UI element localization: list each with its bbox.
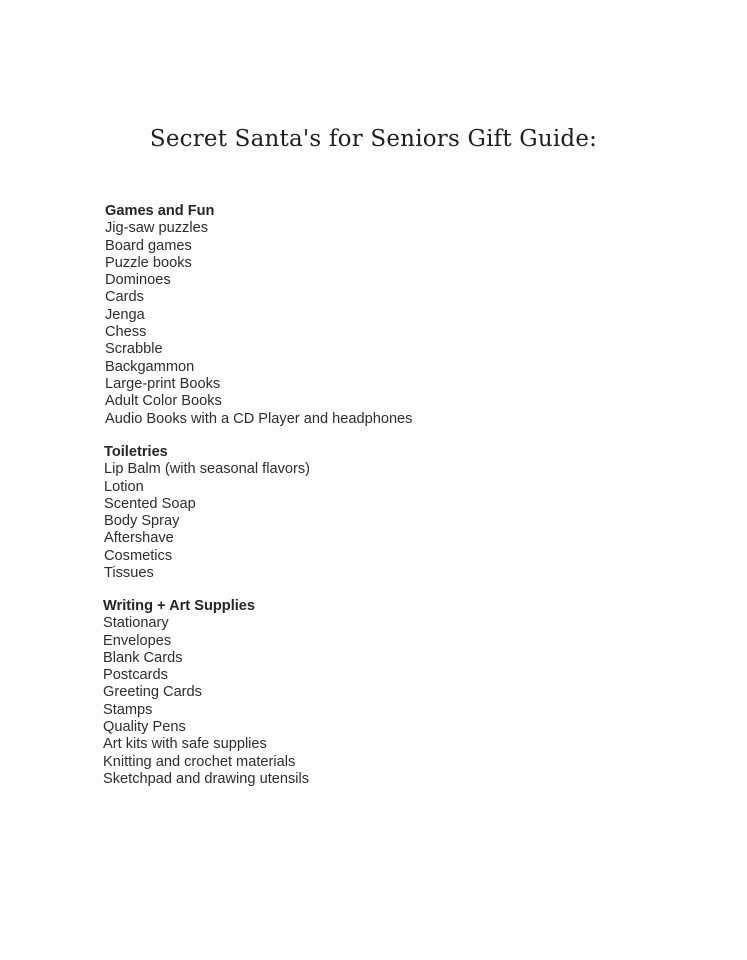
list-item: Body Spray (104, 513, 180, 530)
list-item: Jig-saw puzzles (105, 220, 209, 237)
list-item: Lip Balm (with seasonal flavors) (104, 461, 311, 478)
list-item: Jenga (105, 306, 145, 323)
list-item: Backgammon (105, 358, 195, 375)
list-item: Dominoes (105, 272, 171, 289)
list-item: Blank Cards (103, 649, 183, 666)
section-heading: Games and Fun (105, 203, 215, 219)
list-item: Sketchpad and drawing utensils (103, 770, 310, 787)
list-item: Puzzle books (105, 254, 192, 271)
item-list (105, 220, 412, 428)
list-item: Scented Soap (104, 495, 196, 512)
section-heading: Toiletries (104, 444, 168, 460)
section-writing-art-supplies (103, 598, 309, 788)
list-item: Adult Color Books (105, 393, 222, 410)
list-item: Lotion (104, 478, 144, 495)
document-title: Secret Santa's for Seniors Gift Guide: (149, 126, 598, 152)
list-item: Cards (105, 289, 144, 306)
list-item: Stamps (103, 701, 153, 718)
list-item: Art kits with safe supplies (103, 736, 267, 753)
item-list (104, 461, 310, 582)
list-item: Large-print Books (105, 375, 221, 392)
list-item: Cosmetics (104, 547, 173, 564)
list-item: Quality Pens (103, 719, 186, 736)
list-item: Stationary (103, 615, 169, 632)
list-item: Chess (105, 324, 147, 341)
list-item: Knitting and crochet materials (103, 753, 296, 770)
list-item: Postcards (103, 667, 168, 684)
section-games-and-fun (105, 203, 412, 428)
list-item: Tissues (104, 565, 154, 582)
section-heading: Writing + Art Supplies (103, 598, 256, 614)
section-toiletries (104, 444, 310, 582)
list-item: Audio Books with a CD Player and headphones (105, 410, 413, 427)
list-item: Scrabble (105, 341, 163, 358)
list-item: Greeting Cards (103, 684, 202, 701)
list-item: Aftershave (104, 530, 174, 547)
list-item: Board games (105, 237, 192, 254)
list-item: Envelopes (103, 632, 172, 649)
item-list (103, 615, 309, 788)
